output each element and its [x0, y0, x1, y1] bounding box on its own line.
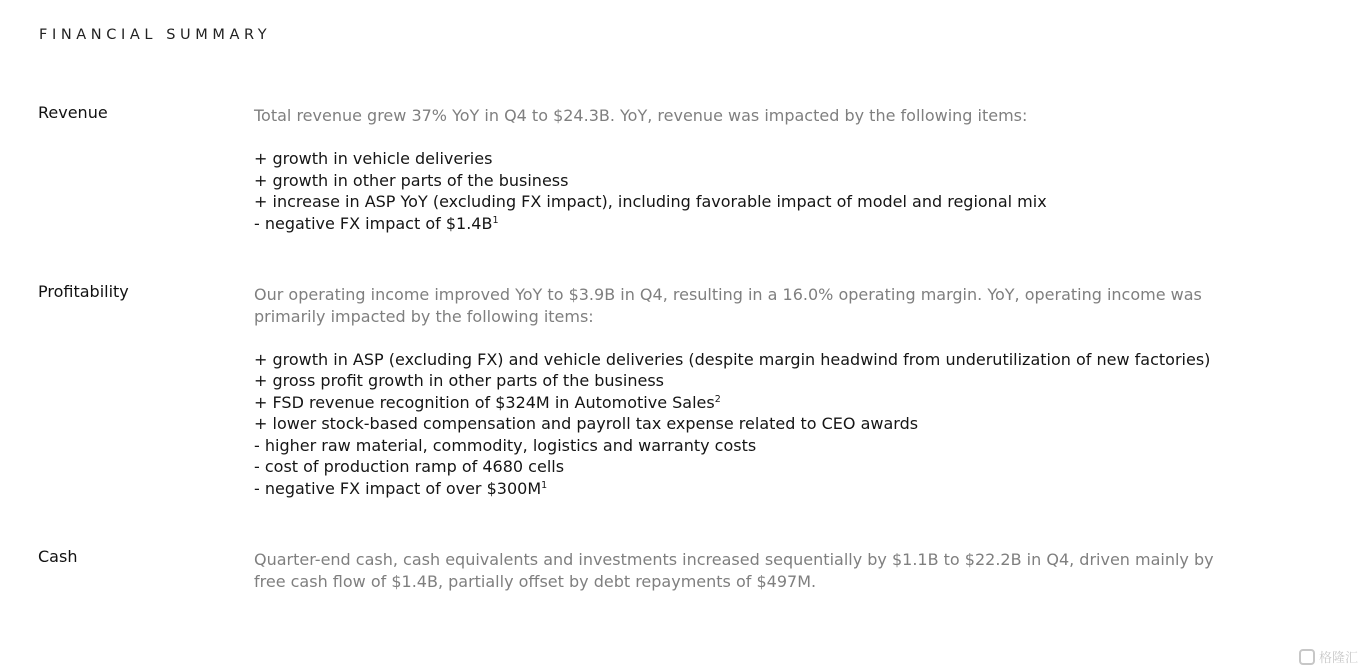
list-item: + growth in vehicle deliveries	[254, 149, 493, 168]
page-title: FINANCIAL SUMMARY	[39, 27, 272, 43]
section-body	[254, 549, 1244, 592]
list-item: - negative FX impact of $\$1.4B^1$	[254, 213, 499, 233]
section-summary: Our operating income improved YoY to $3.9B in Q4, resulting in a 16.0% operating margin. YoY, operating income was primarily impacted by the following items:	[254, 285, 1202, 326]
list-item: - higher raw material, commodity, logistics and warranty costs	[254, 435, 757, 455]
section-body	[254, 105, 1244, 234]
list-item: + growth in other parts of the business	[254, 170, 569, 190]
list-item: - negative FX impact of over $\$300M^1$	[254, 478, 548, 498]
item-list	[254, 349, 1244, 500]
section-label: Profitability	[38, 282, 129, 301]
watermark-text: 格隆汇	[1318, 651, 1358, 666]
list-item: + lower stock-based compensation and payroll tax expense related to CEO awards	[254, 414, 919, 433]
list-item: + FSD revenue recognition of $324M in Automotive Sales$^2$	[254, 392, 721, 412]
section-summary: Total revenue grew 37% YoY in Q4 to $24.3B. YoY, revenue was impacted by the following items:	[254, 106, 1028, 125]
item-list	[254, 148, 1244, 234]
list-item: + increase in ASP YoY (excluding FX impact), including favorable impact of model and regional mix	[254, 192, 1047, 211]
section-body	[254, 284, 1244, 499]
footnote-marker: 1	[541, 479, 548, 491]
list-item: + growth in ASP (excluding FX) and vehicle deliveries (despite margin headwind from underutilization of new factories)	[254, 349, 1211, 369]
section-label: Cash	[38, 547, 78, 566]
watermark-logo-icon	[1299, 649, 1315, 665]
footnote-marker: 1	[492, 214, 499, 226]
section-summary: Quarter-end cash, cash equivalents and investments increased sequentially by $1.1B to $22.2B in Q4, driven mainly by free cash flow of $1.4B, partially offset by debt repayments of $497M.	[254, 550, 1214, 591]
footnote-marker: 2	[714, 393, 721, 405]
list-item: - cost of production ramp of 4680 cells	[254, 457, 565, 476]
watermark	[1299, 647, 1358, 666]
section-label: Revenue	[38, 103, 108, 122]
list-item: + gross profit growth in other parts of the business	[254, 371, 664, 390]
